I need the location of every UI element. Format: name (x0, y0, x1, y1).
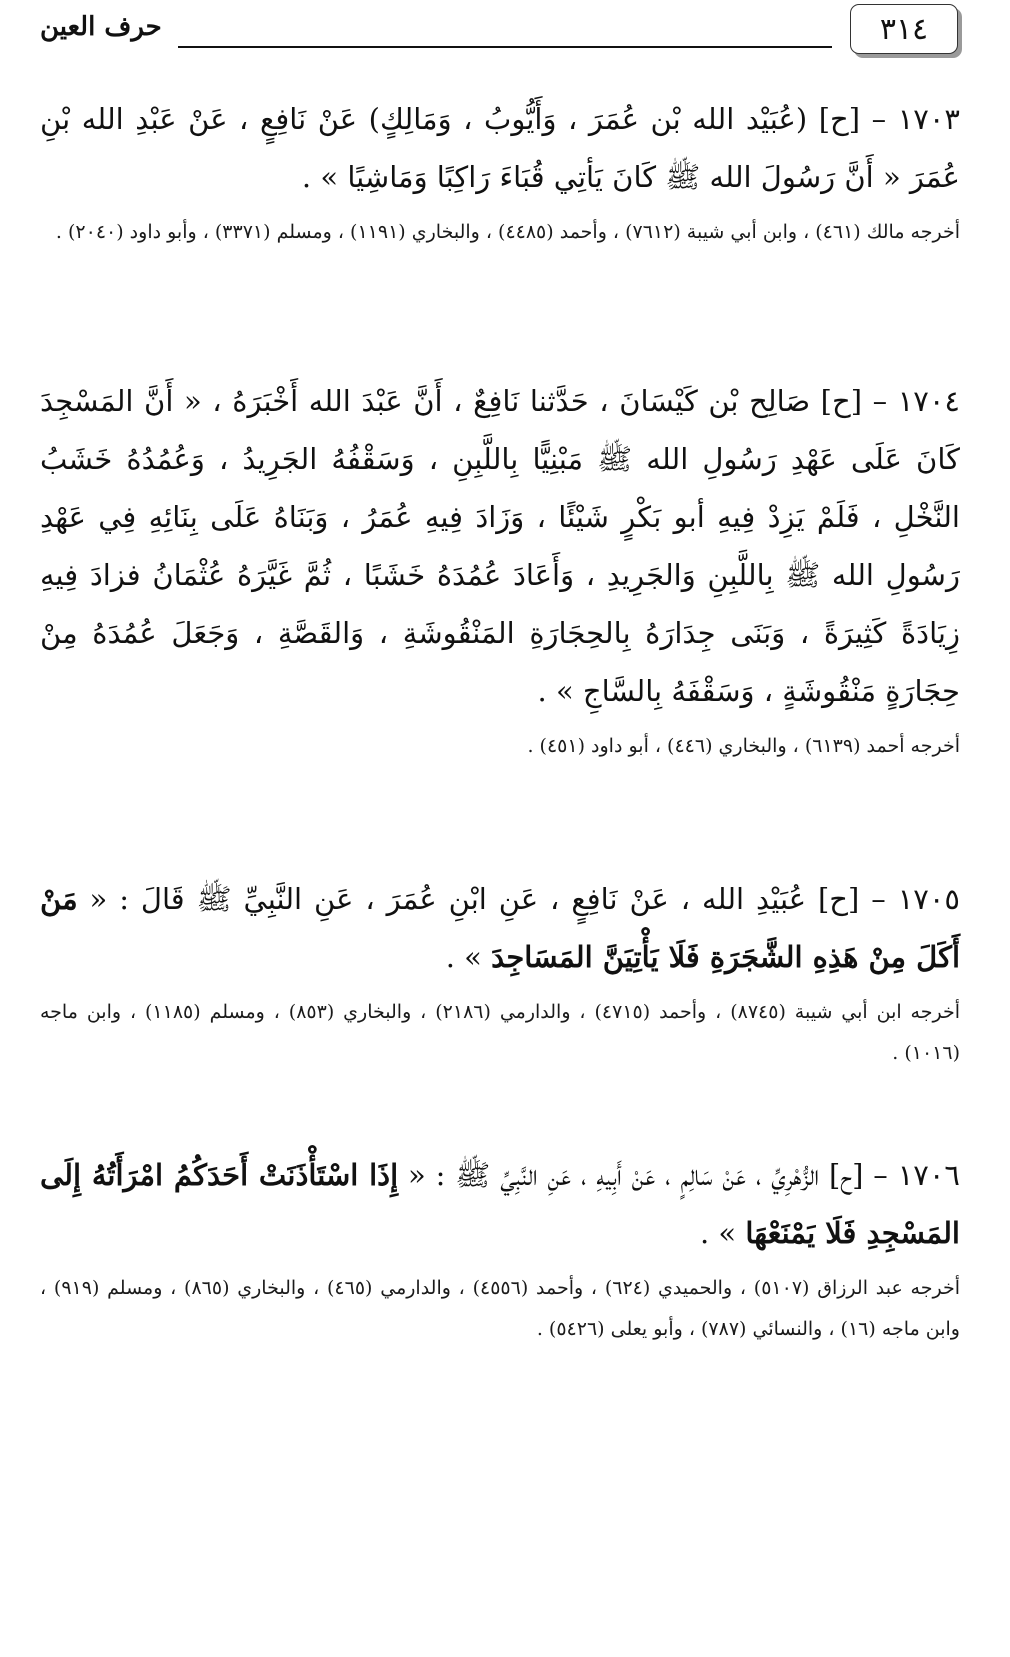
hadith-body: [ح] صَالِح بْن كَيْسَانَ ، حَدَّثنا نَافِعٌ ، أَنَّ عَبْدَ الله أَخْبَرَهُ ، « أَنَّ المَسْجِدَ كَانَ عَلَى عَهْدِ رَسُولِ الله ﷺ مَبْنِيًّا بِاللَّبِنِ ، وَسَقْفُهُ الجَرِيدُ ، وَعُمُدُهُ خَشَبُ النَّخْلِ ، فَلَمْ يَزِدْ فِيهِ أبو بَكْرٍ شَيْئًا ، وَزَادَ فِيهِ عُمَرُ ، وَبَنَاهُ عَلَى بِنَائِهِ فِي عَهْدِ رَسُولِ الله ﷺ بِاللَّبِنِ وَالجَرِيدِ ، وَأَعَادَ عُمُدَهُ خَشَبًا ، ثُمَّ غَيَّرَهُ عُثْمَانُ فزادَ فِيهِ زِيَادَةً كَثِيرَةً ، وَبَنَى جِدَارَهُ بِالحِجَارَةِ المَنْقُوشَةِ ، وَالقَصَّةِ ، وَجَعَلَ عُمُدَهُ مِنْ حِجَارَةٍ مَنْقُوشَةٍ ، وَسَقْفَهُ بِالسَّاجِ » . (40, 384, 960, 708)
hadith-number: ١٧٠٣ (897, 102, 960, 136)
takhrij-footnote: أخرجه مالك (٤٦١) ، وابن أبي شيبة (٧٦١٢) ، وأحمد (٤٤٨٥) ، والبخاري (١١٩١) ، ومسلم (٣٣٧١) ، وأبو داود (٢٠٤٠) . (55, 221, 960, 243)
hadith-body: [ح] الزُّهْرِيِّ ، عَنْ سَالِمٍ ، عَنْ أَبِيهِ ، عَنِ النَّبِيِّ ﷺ : « (398, 1158, 864, 1192)
page-number-box (850, 4, 958, 54)
hadith-tail: » . (699, 1216, 746, 1250)
number-separator: – (862, 384, 898, 418)
hadith-text (40, 870, 960, 986)
takhrij-footnote: أخرجه أحمد (٦١٣٩) ، والبخاري (٤٤٦) ، أبو داود (٤٥١) . (527, 735, 960, 757)
number-separator: – (859, 882, 898, 916)
page-number: ٣١٤ (879, 11, 929, 47)
hadith-matn-bold: إِذَا اسْتَأْذَنَتْ أَحَدَكُمُ امْرَأَتُهُ إِلَى المَسْجِدِ فَلَا يَمْنَعْهَا (40, 1158, 960, 1250)
hadith-body: [ح] عُبَيْدِ الله ، عَنْ نَافِعٍ ، عَنِ ابْنِ عُمَرَ ، عَنِ النَّبِيِّ ﷺ قَالَ : « (77, 882, 860, 916)
number-separator: – (860, 102, 898, 136)
hadith-text (40, 90, 960, 206)
hadith-number: ١٧٠٦ (897, 1158, 960, 1192)
hadith-entry-1706 (40, 1146, 960, 1350)
hadith-entry-1703 (40, 90, 960, 253)
hadith-entry-1704 (40, 372, 960, 767)
hadith-text (40, 372, 960, 720)
hadith-number: ١٧٠٥ (897, 882, 960, 916)
running-title: حرف العين (40, 12, 162, 42)
hadith-tail: » . (445, 940, 492, 974)
page-header (0, 0, 1010, 70)
hadith-number: ١٧٠٤ (897, 384, 961, 418)
takhrij-footnote: أخرجه ابن أبي شيبة (٨٧٤٥) ، وأحمد (٤٧١٥) ، والدارمي (٢١٨٦) ، والبخاري (٨٥٣) ، ومسلم (١١٨٥) ، وابن ماجه (١٠١٦) . (40, 1001, 960, 1064)
hadith-text (40, 1146, 960, 1262)
number-separator: – (863, 1158, 898, 1192)
hadith-entry-1705 (40, 870, 960, 1074)
header-rule (178, 46, 832, 48)
hadith-matn-bold: مَنْ أَكَلَ مِنْ هَذِهِ الشَّجَرَةِ فَلَا يَأْتِيَنَّ المَسَاجِدَ (40, 882, 960, 974)
takhrij-footnote: أخرجه عبد الرزاق (٥١٠٧) ، والحميدي (٦٢٤) ، وأحمد (٤٥٥٦) ، والدارمي (٤٦٥) ، والبخاري (٨٦٥) ، ومسلم (٩١٩) ، وابن ماجه (١٦) ، والنسائي (٧٨٧) ، وأبو يعلى (٥٤٢٦) . (40, 1277, 960, 1340)
hadith-body: [ح] (عُبَيْد الله بْن عُمَرَ ، وَأَيُّوبُ ، وَمَالِكٍ) عَنْ نَافِعٍ ، عَنْ عَبْدِ الله بْنِ عُمَرَ « أَنَّ رَسُولَ الله ﷺ كَانَ يَأتِي قُبَاءَ رَاكِبًا وَمَاشِيًا » . (40, 102, 960, 194)
